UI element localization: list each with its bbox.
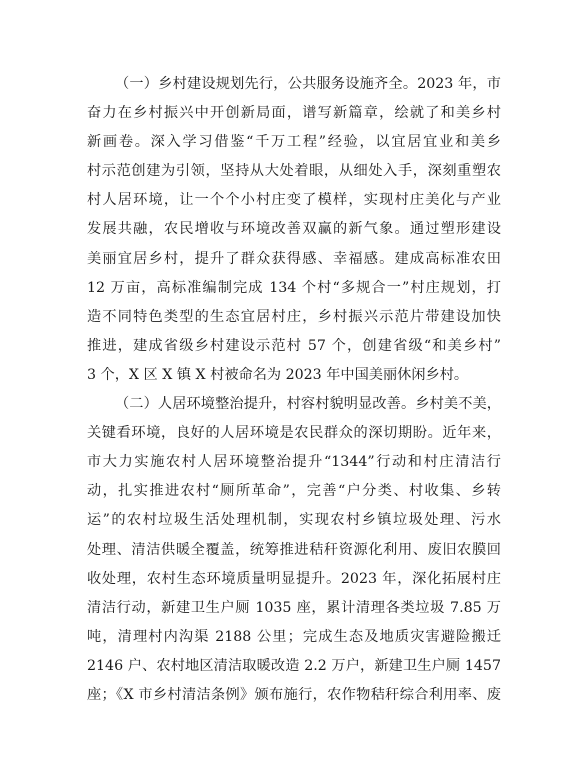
paragraph-rural-construction <box>87 70 501 390</box>
document-body <box>87 70 501 710</box>
paragraph-line: 村示范创建为引领，坚持从大处着眼，从细处入手，深刻重塑农 <box>87 163 501 180</box>
paragraph-line: 座；《X 市乡村清洁条例》颁布施行，农作物秸秆综合利用率、废 <box>87 686 501 703</box>
paragraph-line: 造不同特色类型的生态宜居村庄，乡村振兴示范片带建设加快 <box>87 308 501 325</box>
paragraph-line: 清洁行动，新建卫生户厕 1035 座，累计清理各类垃圾 7.85 万 <box>87 599 501 616</box>
paragraph-line: 动，扎实推进农村“厕所革命”，完善“户分类、村收集、乡转 <box>87 483 501 500</box>
paragraph-line: 运”的农村垃圾生活处理机制，实现农村乡镇垃圾处理、污水 <box>87 512 501 529</box>
paragraph-line: 发展共融，农民增收与环境改善双赢的新气象。通过塑形建设 <box>87 221 501 238</box>
paragraph-line: 收处理，农村生态环境质量明显提升。2023 年，深化拓展村庄 <box>87 570 501 587</box>
paragraph-line: 奋力在乡村振兴中开创新局面，谱写新篇章，绘就了和美乡村 <box>87 105 501 122</box>
paragraph-line: 关键看环境，良好的人居环境是农民群众的深切期盼。近年来， <box>87 425 501 442</box>
paragraph-line: 3 个，X 区 X 镇 X 村被命名为 2023 年中国美丽休闲乡村。 <box>87 366 469 383</box>
paragraph-line: 新画卷。深入学习借鉴“千万工程”经验，以宜居宜业和美乡 <box>87 134 501 151</box>
paragraph-line: 2146 户、农村地区清洁取暖改造 2.2 万户，新建卫生户厕 1457 <box>87 657 501 674</box>
paragraph-line: 市大力实施农村人居环境整治提升“1344”行动和村庄清洁行 <box>87 454 501 471</box>
paragraph-line: 处理、清洁供暖全覆盖，统筹推进秸秆资源化利用、废旧农膜回 <box>87 541 501 558</box>
paragraph-line: （二）人居环境整治提升，村容村貌明显改善。乡村美不美， <box>115 396 501 413</box>
paragraph-line: （一）乡村建设规划先行，公共服务设施齐全。2023 年，市 <box>115 76 501 92</box>
paragraph-line: 推进，建成省级乡村建设示范村 57 个，创建省级“和美乡村” <box>87 337 501 354</box>
paragraph-line: 12 万亩，高标准编制完成 134 个村“多规合一”村庄规划，打 <box>87 279 501 296</box>
paragraph-line: 美丽宜居乡村，提升了群众获得感、幸福感。建成高标准农田 <box>87 250 501 267</box>
paragraph-line: 吨，清理村内沟渠 2188 公里；完成生态及地质灾害避险搬迁 <box>87 628 501 645</box>
paragraph-living-environment <box>87 390 501 710</box>
paragraph-line: 村人居环境，让一个个小村庄变了模样，实现村庄美化与产业 <box>87 192 501 209</box>
